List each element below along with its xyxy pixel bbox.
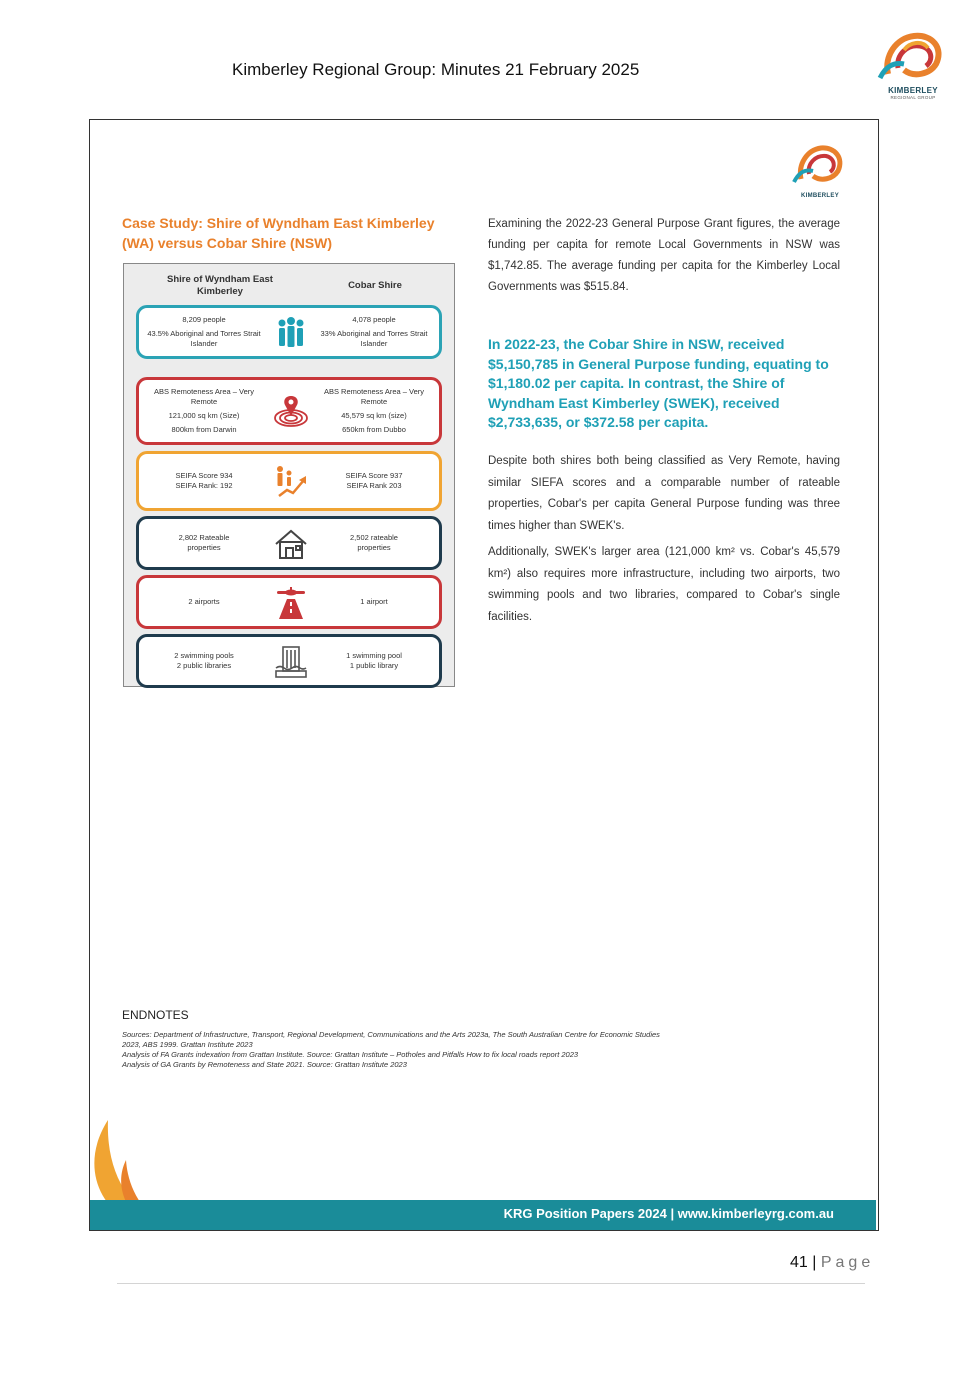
kimberley-logo [874,28,952,106]
comparison-card-seifa [136,451,442,511]
wyndham-airports-value: 2 airports [188,597,220,606]
case-study-title: Case Study: Shire of Wyndham East Kimberley (WA) versus Cobar Shire (NSW) [122,215,435,251]
family-growth-icon [273,464,309,500]
endnote-line: 2023, ABS 1999. Grattan Institute 2023 [122,1040,253,1049]
page-number-separator: | [812,1254,817,1271]
cobar-facilities-value: 1 swimming pool 1 public library [346,651,402,670]
comparison-card-airports [136,575,442,629]
endnotes-list [122,1030,802,1070]
house-icon [273,526,309,562]
people-icon [273,315,309,351]
wyndham-population-value: 8,209 people 43.5% Aboriginal and Torres Strait Islander [147,315,261,348]
endnote-line: Analysis of FA Grants indexation from Grattan Institute. Source: Grattan Institute – Potholes and Pitfalls How to fix local roads report 2023 [122,1050,579,1059]
infrastructure-paragraph: Additionally, SWEK's larger area (121,000 km² vs. Cobar's 45,579 km²) also requires more infrastructure, including two airports, two swimming pools and two libraries, compared to Cobar's single facilities. [488,546,840,623]
document-header-title: Kimberley Regional Group: Minutes 21 February 2025 [232,60,640,79]
cobar-remoteness-value: ABS Remoteness Area – Very Remote 45,579 sq km (size) 650km from Dubbo [323,387,425,434]
panel-logo [790,142,850,202]
comparison-card-remoteness [136,377,442,445]
footer-text: KRG Position Papers 2024 | www.kimberleyrg.com.au [503,1206,834,1221]
comparison-paragraph: Despite both shires both being classified as Very Remote, having similar SIEFA scores and a comparable number of rateable properties, Cobar's per capita General Purpose funding was three times higher than SWEK's. [488,455,840,532]
page-number-value: 41 [790,1254,808,1271]
panel-logo-wordmark: KIMBERLEY [800,193,840,199]
footer-rule [117,1283,865,1284]
logo-subtitle: REGIONAL GROUP [890,95,936,100]
wyndham-remoteness-value: ABS Remoteness Area – Very Remote 121,000 sq km (Size) 800km from Darwin [153,387,255,434]
page-label: Page [820,1254,875,1271]
endnote-line: Sources: Department of Infrastructure, Transport, Regional Development, Communications and the Arts 2023a, The South Australian Centre for Economic Studies [122,1030,660,1039]
location-target-icon [273,394,309,430]
endnote-line: Analysis of GA Grants by Remoteness and State 2021. Source: Grattan Institute 2023 [122,1060,407,1069]
cobar-population-value: 4,078 people 33% Aboriginal and Torres Strait Islander [320,315,428,348]
cobar-properties-value: 2,502 rateable properties [350,533,398,552]
summary-paragraph: Examining the 2022-23 General Purpose Grant figures, the average funding per capita for remote Local Governments in NSW was $1,742.85. The average funding per capita for the Kimberley Local Governments was $515.84. [488,218,840,293]
logo-wordmark: KIMBERLEY [888,86,938,95]
infographic-left-heading: Shire of Wyndham East Kimberley [167,274,273,297]
comparison-card-facilities [136,634,442,688]
library-icon [273,644,309,680]
wyndham-properties-value: 2,802 Rateable properties [178,533,230,552]
position-paper-page [89,119,879,1231]
endnotes-heading: ENDNOTES [122,1008,189,1022]
cobar-seifa-value: SEIFA Score 937 SEIFA Rank 203 [345,471,403,490]
comparison-card-properties [136,516,442,570]
comparison-infographic [123,263,455,687]
comparison-card-population [136,305,442,359]
page-number [790,1254,874,1272]
kimberley-logo-icon [874,28,952,86]
airport-icon [273,585,309,621]
footer-band [90,1200,876,1230]
infographic-right-heading: Cobar Shire [348,280,402,291]
funding-highlight: In 2022-23, the Cobar Shire in NSW, received $5,150,785 in General Purpose funding, equating to $1,180.02 per capita. In contrast, the Shire of Wyndham East Kimberley (SWEK), received $2,733,635, or $372.58 per capita. [488,336,829,430]
cobar-airports-value: 1 airport [360,597,388,606]
kimberley-small-logo-icon [790,142,850,188]
wyndham-seifa-value: SEIFA Score 934 SEIFA Rank: 192 [175,471,233,490]
wyndham-facilities-value: 2 swimming pools 2 public libraries [174,651,234,670]
